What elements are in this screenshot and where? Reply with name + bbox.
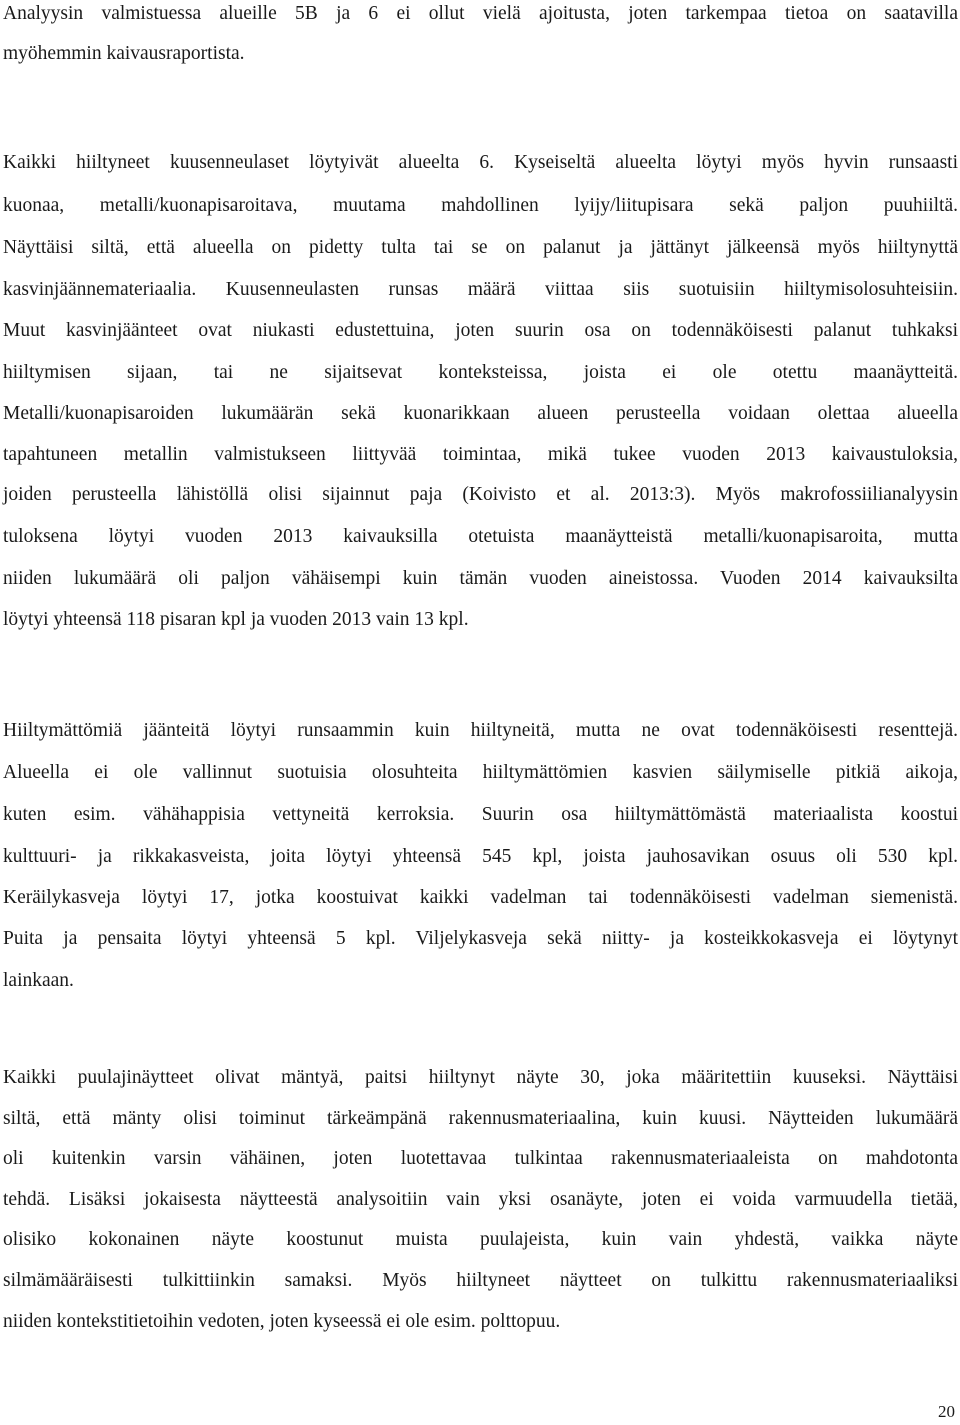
- text-line: oli kuitenkin varsin vähäinen, joten luotettavaa tulkintaa rakennusmateriaaleista on mahdotonta: [3, 1148, 958, 1169]
- text-line: tuloksena löytyi vuoden 2013 kaivauksilla otetuista maanäytteistä metalli/kuonapisaroita, mutta: [3, 526, 958, 547]
- text-line: olisiko kokonainen näyte koostunut muista puulajeista, kuin vain yhdestä, vaikka näyte: [3, 1229, 958, 1250]
- text-line: löytyi yhteensä 118 pisaran kpl ja vuoden 2013 vain 13 kpl.: [3, 609, 469, 630]
- text-line: hiiltymisen sijaan, tai ne sijaitsevat konteksteissa, joista ei ole otettu maanäytteitä.: [3, 362, 958, 383]
- text-line: Kaikki puulajinäytteet olivat mäntyä, paitsi hiiltynyt näyte 30, joka määritettiin kuuseksi. Näyttäisi: [3, 1067, 958, 1088]
- text-line: siltä, että mänty olisi toiminut tärkeämpänä rakennusmateriaalina, kuin kuusi. Näytteiden lukumäärä: [3, 1108, 958, 1129]
- text-line: Muut kasvinjäänteet ovat niukasti edustettuina, joten suurin osa on todennäköisesti palanut tuhkaksi: [3, 320, 958, 341]
- text-line: Hiiltymättömiä jäänteitä löytyi runsaammin kuin hiiltyneitä, mutta ne ovat todennäköisesti resenttejä.: [3, 720, 958, 741]
- text-line: kuonaa, metalli/kuonapisaroitava, muutama mahdollinen lyijy/liitupisara sekä paljon puuhiiltä.: [3, 195, 958, 216]
- text-line: lainkaan.: [3, 970, 74, 991]
- text-line: Puita ja pensaita löytyi yhteensä 5 kpl. Viljelykasveja sekä niitty- ja kosteikkokasveja ei löytynyt: [3, 928, 958, 949]
- text-line: tapahtuneen metallin valmistukseen liittyvää toimintaa, mikä tukee vuoden 2013 kaivaustuloksia,: [3, 444, 958, 465]
- text-line: niiden kontekstitietoihin vedoten, joten kyseessä ei ole esim. polttopuu.: [3, 1311, 561, 1332]
- text-line: Alueella ei ole vallinnut suotuisia olosuhteita hiiltymättömien kasvien säilymiselle pitkiä aikoja,: [3, 762, 958, 783]
- text-line: Analyysin valmistuessa alueille 5B ja 6 ei ollut vielä ajoitusta, joten tarkempaa tietoa on saatavilla: [3, 3, 958, 24]
- text-line: Keräilykasveja löytyi 17, jotka koostuivat kaikki vadelman tai todennäköisesti vadelman siemenistä.: [3, 887, 958, 908]
- text-line: silmämääräisesti tulkittiinkin samaksi. Myös hiiltyneet näytteet on tulkittu rakennusmateriaaliksi: [3, 1270, 958, 1291]
- text-line: kulttuuri- ja rikkakasveista, joita löytyi yhteensä 545 kpl, joista jauhosavikan osuus oli 530 kpl.: [3, 846, 958, 867]
- text-line: Kaikki hiiltyneet kuusenneulaset löytyivät alueelta 6. Kyseiseltä alueelta löytyi myös hyvin runsaasti: [3, 152, 958, 173]
- text-line: joiden perusteella lähistöllä olisi sijainnut paja (Koivisto et al. 2013:3). Myös makrofossiilianalyysin: [3, 484, 958, 505]
- text-line: kasvinjäännemateriaalia. Kuusenneulasten runsas määrä viittaa siis suotuisiin hiiltymisolosuhteisiin.: [3, 279, 958, 300]
- text-line: Metalli/kuonapisaroiden lukumäärän sekä kuonarikkaan alueen perusteella voidaan olettaa alueella: [3, 403, 958, 424]
- text-line: tehdä. Lisäksi jokaisesta näytteestä analysoitiin vain yksi osanäyte, joten ei voida varmuudella tietää,: [3, 1189, 958, 1210]
- page-number: 20: [938, 1402, 955, 1421]
- text-line: kuten esim. vähähappisia vettyneitä kerroksia. Suurin osa hiiltymättömästä materiaalista koostui: [3, 804, 958, 825]
- text-line: Näyttäisi siltä, että alueella on pidetty tulta tai se on palanut ja jättänyt jälkeensä myös hiiltynyttä: [3, 237, 958, 258]
- text-line: myöhemmin kaivausraportista.: [3, 43, 245, 64]
- text-line: niiden lukumäärä oli paljon vähäisempi kuin tämän vuoden aineistossa. Vuoden 2014 kaivauksilta: [3, 568, 958, 589]
